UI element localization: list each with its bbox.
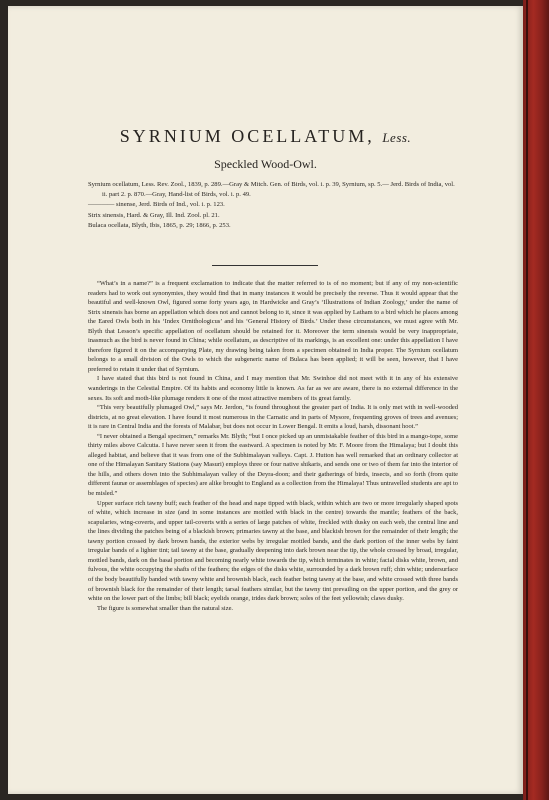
paragraph: Upper surface rich tawny buff; each feather of the head and nape tipped with black, within which are two or more irregularly shaped spots of white, which increase in size (and in some instances are mottled with black in the centre) towards the mantle; feathers of the back, scapularies, wing-coverts, and upper tail-coverts with a series of large patches of white, freckled with dusky on each web, the central line and the lines dividing the patches being of a blackish brown; primaries tawny at the base, and blackish brown for the remainder of their length; the tawny portion crossed by dark brown bands, the exterior webs by irregular mottled bands, and the dark portion of the inner webs by faint irregular bands of a lighter tint; tail tawny at the base, gradually deepening into dark brown near the tip, the whole crossed by broad, irregular, mottled bands, dark on the basal portion and becoming nearly white towards the tip, which terminates in white; facial disks white, brown, and fulvous, the white occupying the shafts of the feathers; the edges of the disks white, surrounded by a dark brown ruff; chin white; undersurface of the body beautifully banded with tawny white and brownish black, each feather being tawny at the base, and white crossed with three bands of brownish black for the remainder of their length; tarsal feathers similar, but the tawny tint prevailing on the upper portion, and the grey or white on the lower part of the limbs; bill black; eyelids orange, irides dark brown; soles of the feet yellowish; claws dusky. bbox=[88, 499, 458, 603]
section-divider bbox=[212, 265, 318, 266]
synonym-entry: Bulaca ocellata, Blyth, Ibis, 1865, p. 29; 1866, p. 253. bbox=[88, 221, 231, 229]
paragraph: “What’s in a name?” is a frequent exclamation to indicate that the matter referred to is of no moment; but if any of my non-scientific readers had to work out synonymies, they would find that in many instances it would be precisely the reverse. Thus it would appear that the beautiful and well-known Owl, figured some forty years ago, in Hardwicke and Gray’s ‘Illustrations of Indian Zoology,’ under the name of Strix sinensis has borne an appellation which does not and cannot belong to it, since it was applied by Latham to a bird which he places among the Eared Owls both in his ‘Index Ornithologicus’ and his ‘General History of Birds.’ Under these circumstances, we must agree with Mr. Blyth that Lesson’s specific appellation of ocellatum should be retained for it. Moreover the term sinensis would be very inappropriate, inasmuch as the bird is never found in China; while ocellatum, as descriptive of its markings, is an excellent one: under this appellation I have therefore figured it on the accompanying Plate, my drawing being taken from a specimen obtained in India proper. The Syrnium ocellatum belongs to a small division of the Owls to which the subgeneric name of Bulaca has been applied; it will be seen, however, that I have preferred to retain it under that of Syrnium. bbox=[88, 280, 458, 373]
species-name: SYRNIUM OCELLATUM, bbox=[119, 126, 375, 146]
paragraph: “This very beautifully plumaged Owl,” says Mr. Jerdon, “is found throughout the greater part of India. It is only met with in well-wooded districts, at no great elevation. I have found it most numerous in the Carnatic and in parts of Mysore, frequenting groves of trees and avenues; it is rare in Central India and the forests of Malabar, but does not occur in Lower Bengal. It emits a loud, harsh, dissonant hoot.” bbox=[88, 404, 458, 431]
paragraph: I have stated that this bird is not found in China, and I may mention that Mr. Swinhoe did not meet with it in any of his extensive wanderings in the Celestial Empire. Of its habits and economy little is known. As far as we are aware, there is no external difference in the sexes. Its soft and moth-like plumage renders it one of the most attractive members of its great family. bbox=[88, 375, 458, 402]
paragraph: “I never obtained a Bengal specimen,” remarks Mr. Blyth; “but I once picked up an unmistakable feather of this bird in a mango-tope, some thirty miles above Calcutta. I have never seen it from the eastward. A specimen is noted by Mr. F. Moore from the Himalaya; but I doubt this alleged habitat, and believe that it was from one of the Subhimalayan valleys. Capt. J. Hutton has well remarked that an ordinary collector at one of the Himalayan Sanitary Stations (say Masuri) employs three or four native shikaris, and sends one or two of them far into the interior of the hills, and others down into the Subhimalayan valley of the Deyra-doon; and their gatherings of birds, insects, and so forth (from quite different faunæ or assemblages of species) are alike brought to England as a collection from the Himalaya! Thus untravelled students are apt to be misled.” bbox=[88, 432, 458, 498]
synonym-entry: ———— sinense, Jerd. Birds of Ind., vol. i. p. 123. bbox=[88, 201, 225, 209]
synonymy-block bbox=[88, 180, 458, 231]
synonym-entry: Syrnium ocellatum, Less. Rev. Zool., 1839, p. 289.—Gray & Mitch. Gen. of Birds, vol. i. p. 39, Syrnium, sp. 5.— Jerd. Birds of India, vol. ii. part 2. p. 870.—Gray, Hand-list of Birds, vol. i. p. 49. bbox=[88, 181, 455, 199]
book-page bbox=[8, 6, 523, 794]
synonym-entry: Strix sinensis, Hard. & Gray, Ill. Ind. Zool. pl. 21. bbox=[88, 211, 220, 219]
common-name: Speckled Wood-Owl. bbox=[214, 157, 317, 171]
body-text bbox=[88, 279, 458, 613]
paragraph: The figure is somewhat smaller than the natural size. bbox=[97, 604, 234, 612]
species-authority: Less. bbox=[382, 130, 412, 145]
page-title bbox=[8, 126, 523, 147]
book-spine-edge bbox=[523, 0, 549, 800]
